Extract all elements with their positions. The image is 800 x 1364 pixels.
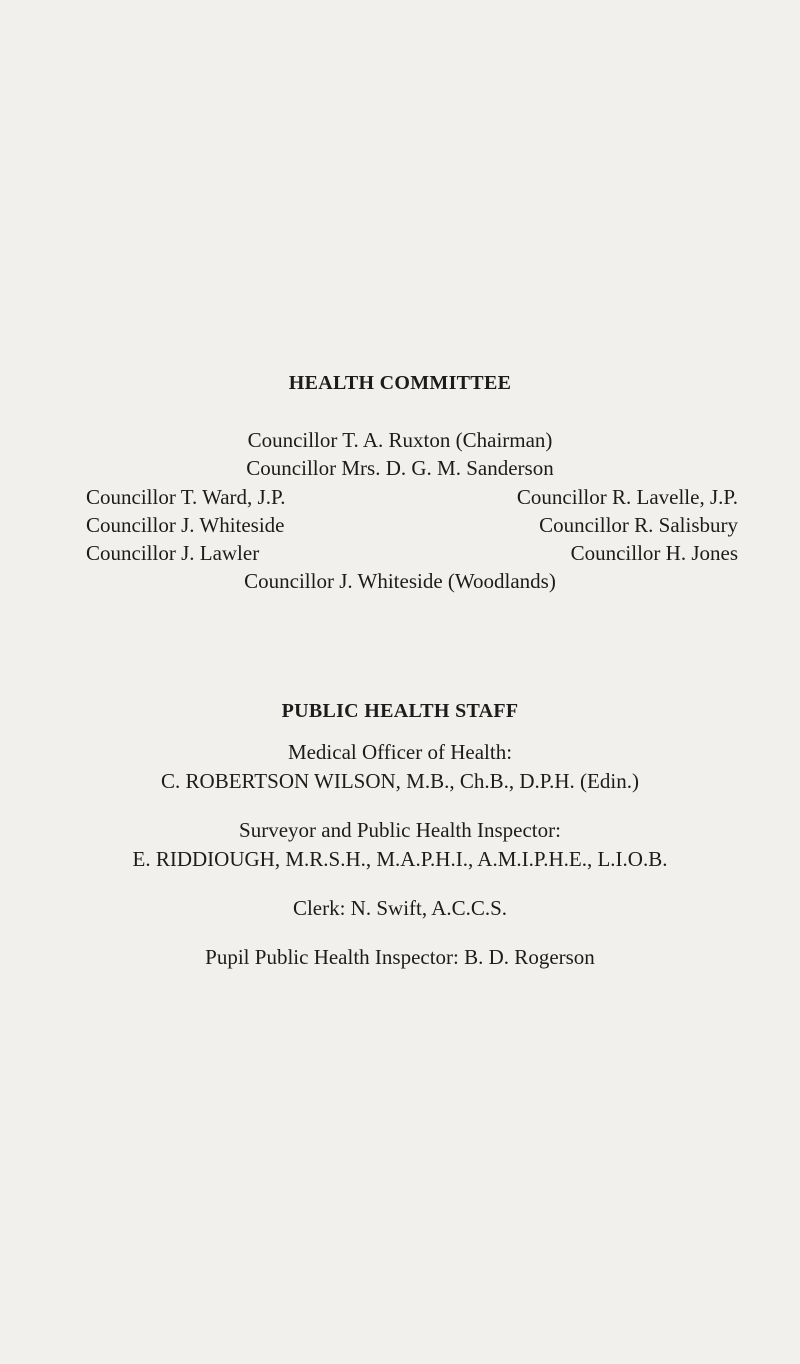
committee-member-right-2: Councillor R. Salisbury <box>539 513 738 537</box>
health-committee-heading: HEALTH COMMITTEE <box>288 372 512 394</box>
committee-member-left-2: Councillor J. Whiteside <box>86 513 285 537</box>
committee-chairman: Councillor T. A. Ruxton (Chairman) <box>247 428 553 452</box>
surveyor-label: Surveyor and Public Health Inspector: <box>239 818 561 842</box>
pupil-inspector-line: Pupil Public Health Inspector: B. D. Rogerson <box>205 945 595 969</box>
committee-member-left-3: Councillor J. Lawler <box>86 541 260 565</box>
public-health-staff-heading: PUBLIC HEALTH STAFF <box>281 700 519 722</box>
moh-label: Medical Officer of Health: <box>287 740 513 764</box>
clerk-line: Clerk: N. Swift, A.C.C.S. <box>292 896 508 920</box>
moh-name: C. ROBERTSON WILSON, M.B., Ch.B., D.P.H. (Edin.) <box>161 769 639 793</box>
committee-member-sanderson: Councillor Mrs. D. G. M. Sanderson <box>246 456 554 480</box>
committee-member-right-1: Councillor R. Lavelle, J.P. <box>516 485 738 509</box>
committee-member-left-1: Councillor T. Ward, J.P. <box>86 485 286 509</box>
committee-member-right-3: Councillor H. Jones <box>570 541 738 565</box>
surveyor-name: E. RIDDIOUGH, M.R.S.H., M.A.P.H.I., A.M.I.P.H.E., L.I.O.B. <box>132 847 668 871</box>
committee-member-woodlands: Councillor J. Whiteside (Woodlands) <box>244 569 556 593</box>
